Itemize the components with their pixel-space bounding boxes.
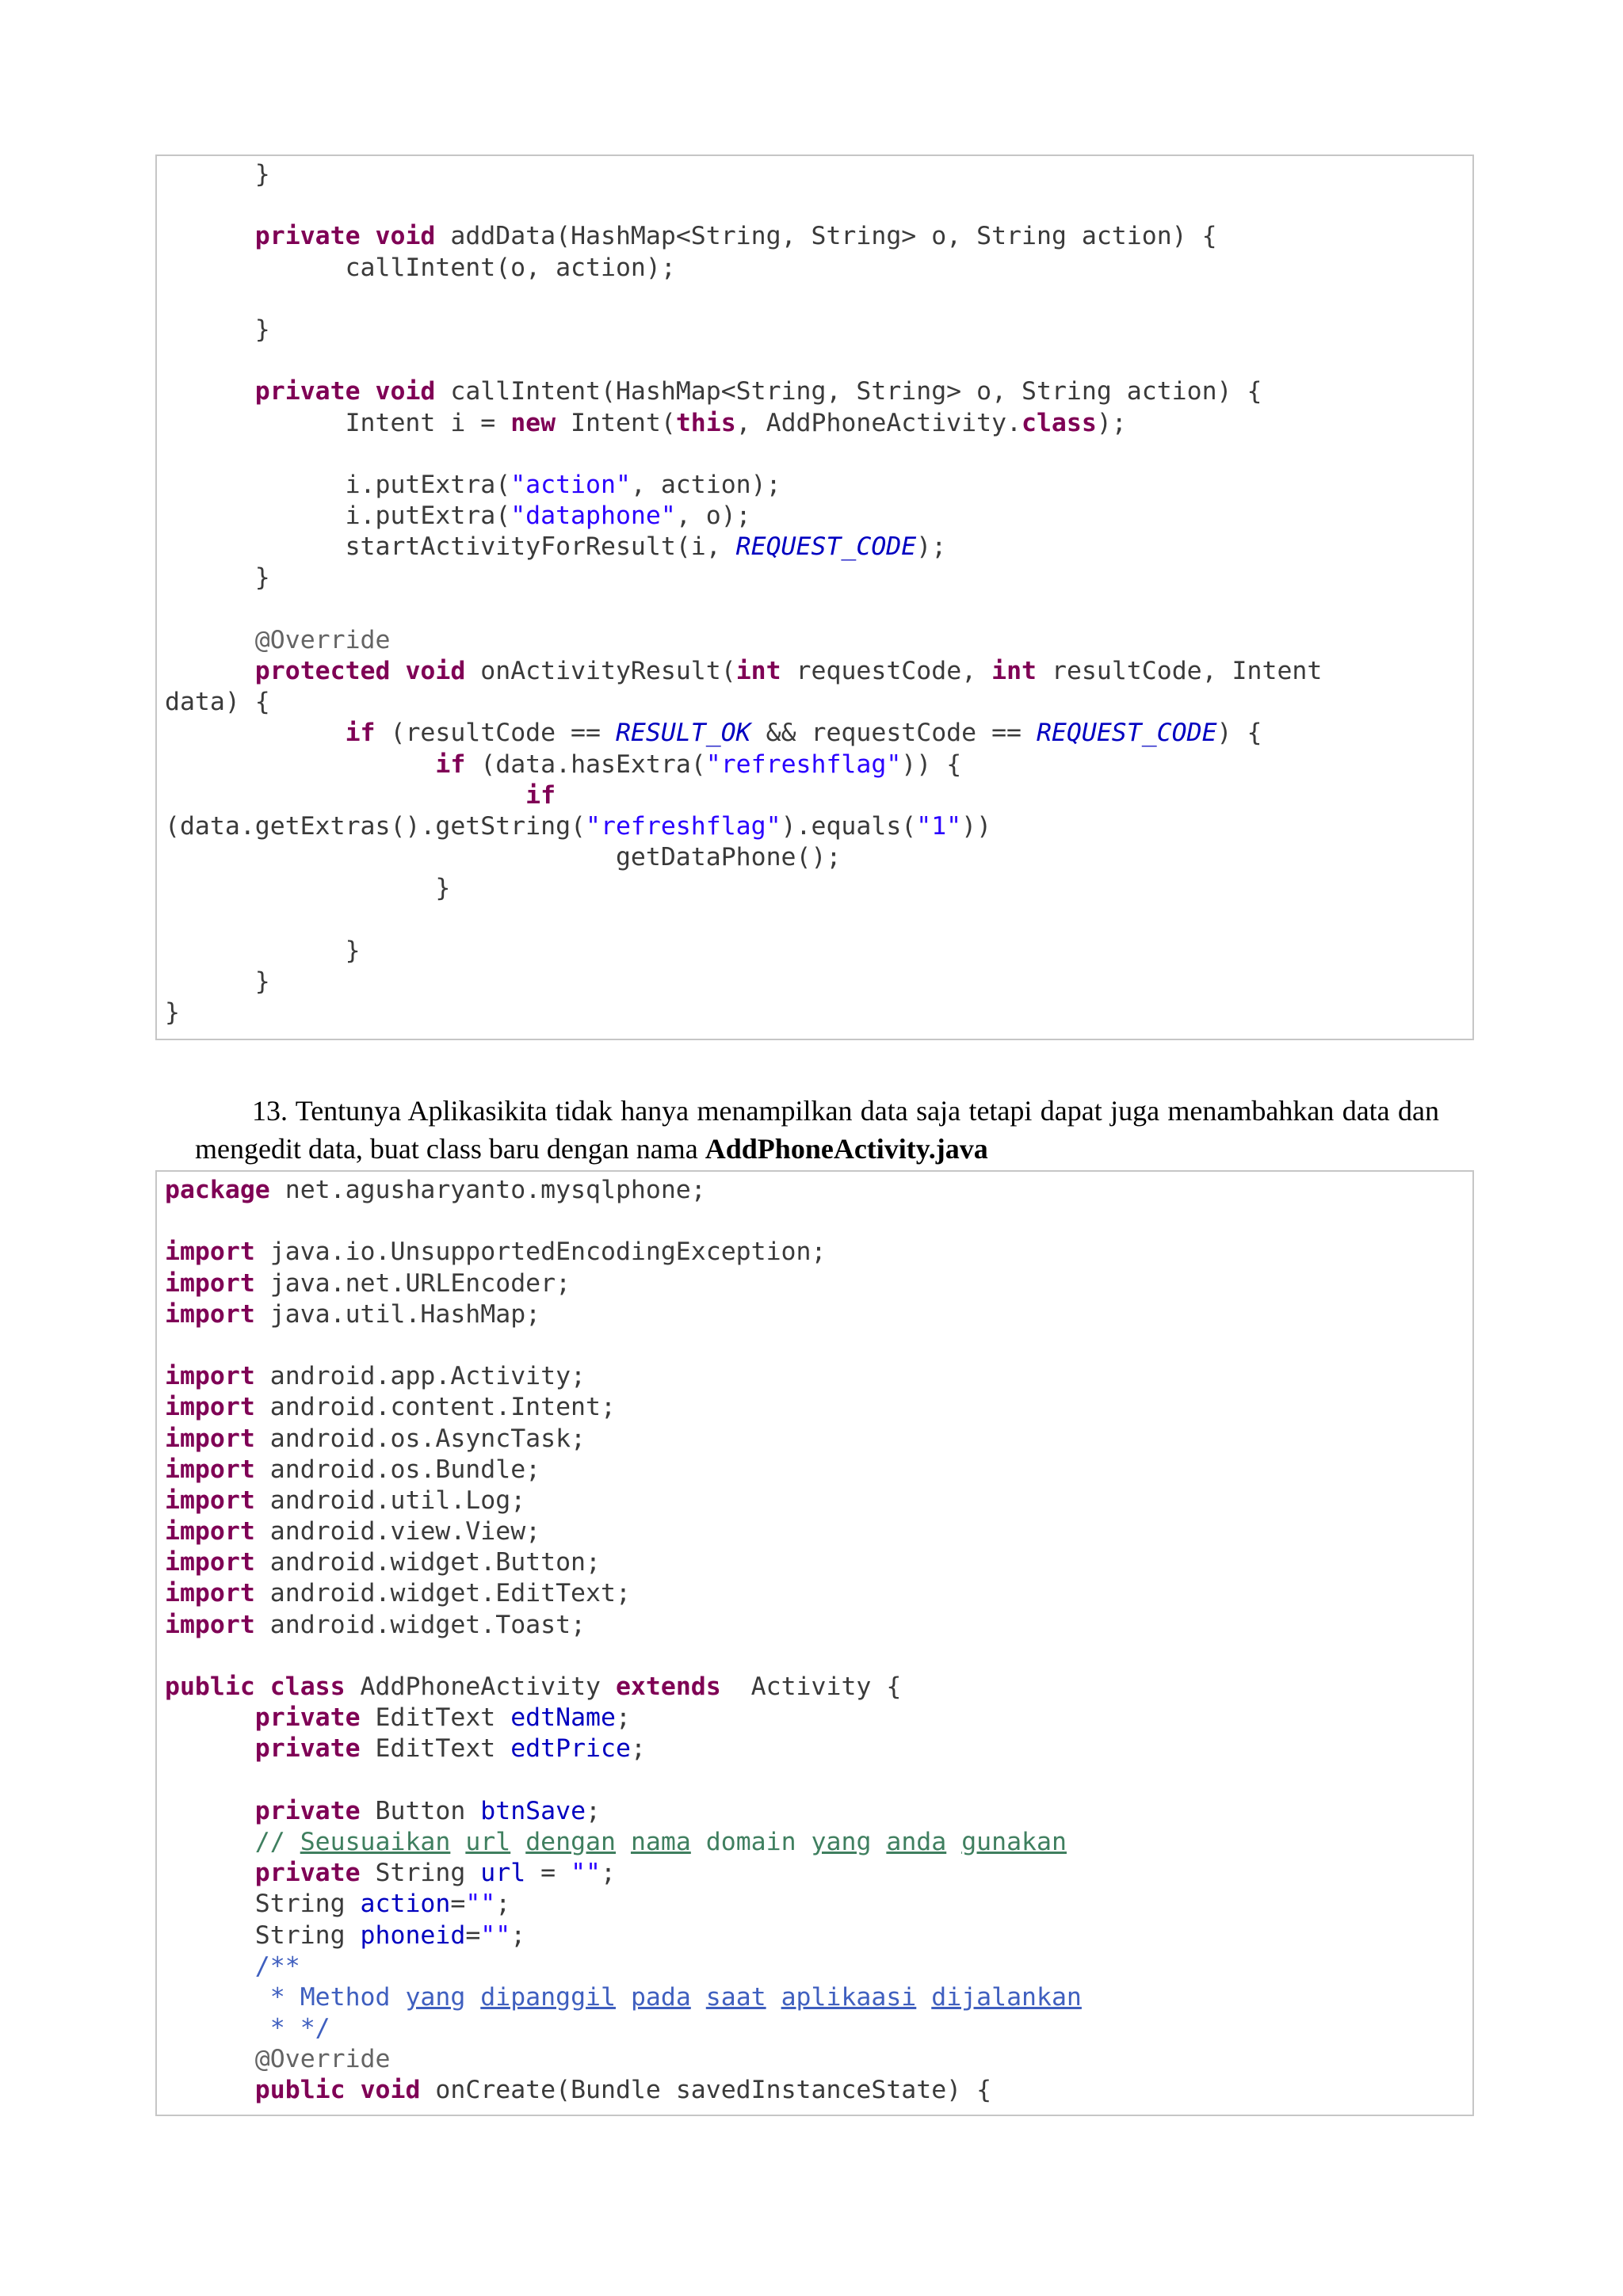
- code-token: Activity {: [720, 1672, 902, 1701]
- code-line: [165, 315, 1472, 345]
- code-token: );: [1096, 408, 1127, 437]
- code-token: private: [254, 1796, 361, 1825]
- code-token: int: [735, 657, 781, 685]
- code-token: [165, 1952, 255, 1981]
- code-token: [616, 1828, 631, 1856]
- code-token: i.putExtra(: [165, 502, 511, 531]
- code-line: [165, 1703, 1472, 1733]
- code-line: [165, 1268, 1472, 1299]
- code-token: protected: [254, 657, 391, 685]
- code-token: RESULT_OK: [615, 719, 751, 748]
- code-line: [165, 1951, 1472, 1982]
- code-token: import: [165, 1455, 255, 1484]
- code-token: phoneid: [360, 1920, 466, 1950]
- code-line: [165, 1641, 1472, 1672]
- code-line: [165, 501, 1472, 532]
- code-token: (resultCode ==: [375, 719, 616, 748]
- code-token: * Method: [269, 1982, 406, 2012]
- code-token: [165, 781, 525, 810]
- code-token: [165, 1983, 270, 2012]
- code-line: [165, 2013, 1472, 2044]
- step-text: Tentunya Aplikasikita tidak hanya menampilkan data saja tetapi dapat juga menambahkan data dan mengedit data, buat class baru dengan nama: [195, 1095, 1439, 1165]
- code-token: edtName: [510, 1703, 616, 1733]
- code-token: [165, 750, 435, 779]
- code-line: [165, 1330, 1472, 1361]
- code-token: this: [675, 408, 736, 437]
- code-token: )): [961, 811, 992, 841]
- code-token: "refreshflag": [705, 749, 902, 779]
- code-token: anda: [886, 1827, 947, 1856]
- code-token: "refreshflag": [586, 811, 781, 841]
- code-token: import: [165, 1610, 255, 1639]
- code-line: [165, 1424, 1472, 1455]
- code-token: //: [254, 1827, 300, 1856]
- code-token: url: [480, 1859, 526, 1888]
- code-token: getDataPhone();: [165, 843, 842, 872]
- code-line: [165, 1610, 1472, 1641]
- code-token: btnSave: [480, 1796, 586, 1825]
- code-token: domain: [690, 1827, 812, 1856]
- code-token: [165, 626, 255, 654]
- code-token: AddPhoneActivity: [345, 1672, 616, 1701]
- code-line: [165, 905, 1472, 936]
- code-token: int: [991, 657, 1037, 685]
- code-token: [165, 2014, 270, 2042]
- step-number: 13.: [252, 1095, 288, 1127]
- code-line: [165, 1516, 1472, 1547]
- code-token: class: [1022, 408, 1097, 437]
- code-token: if: [345, 719, 376, 748]
- class-name-bold: AddPhoneActivity.java: [705, 1133, 988, 1165]
- code-token: EditText: [360, 1734, 511, 1764]
- code-token: ;: [495, 1890, 511, 1919]
- code-token: * */: [269, 2014, 330, 2043]
- code-token: );: [916, 532, 947, 562]
- code-token: android.view.View;: [254, 1517, 541, 1547]
- code-line: [165, 997, 1472, 1028]
- code-line: [165, 1672, 1472, 1703]
- code-token: [165, 1859, 255, 1887]
- code-line: [165, 1858, 1472, 1889]
- code-token: Button: [360, 1796, 481, 1825]
- code-token: Seusuaikan: [300, 1827, 451, 1856]
- code-token: String: [165, 1890, 361, 1919]
- code-token: onCreate(Bundle savedInstanceState) {: [420, 2076, 992, 2105]
- code-line: [165, 1733, 1472, 1764]
- code-token: ).equals(: [781, 811, 917, 841]
- code-line: [165, 1982, 1472, 2013]
- code-line: [165, 1361, 1472, 1392]
- code-line: [165, 470, 1472, 501]
- code-token: import: [165, 1486, 255, 1515]
- code-token: android.content.Intent;: [254, 1393, 616, 1422]
- code-token: }: [165, 936, 361, 965]
- code-token: requestCode,: [781, 657, 992, 685]
- code-token: android.widget.EditText;: [254, 1579, 631, 1608]
- code-token: java.net.URLEncoder;: [254, 1268, 571, 1298]
- code-token: package: [165, 1176, 270, 1204]
- code-token: )) {: [901, 749, 962, 779]
- code-token: public: [165, 1672, 255, 1701]
- code-line: [165, 811, 1472, 842]
- code-token: android.os.AsyncTask;: [254, 1424, 586, 1453]
- code-token: action: [360, 1890, 451, 1919]
- code-token: [165, 719, 346, 747]
- code-token: import: [165, 1548, 255, 1577]
- code-token: ;: [510, 1920, 526, 1950]
- code-token: [165, 377, 255, 406]
- code-token: "": [480, 1920, 511, 1950]
- code-token: [165, 657, 255, 685]
- code-line: [165, 594, 1472, 625]
- code-token: [450, 1828, 465, 1856]
- code-token: "": [571, 1859, 601, 1888]
- code-token: callIntent(HashMap<String, String> o, String action) {: [435, 377, 1262, 406]
- code-token: if: [525, 780, 556, 810]
- code-line: [165, 221, 1472, 252]
- code-token: gunakan: [961, 1827, 1067, 1856]
- code-token: =: [525, 1859, 571, 1888]
- code-token: pada: [630, 1982, 691, 2012]
- code-line: [165, 873, 1472, 904]
- code-line: [165, 439, 1472, 470]
- code-token: ;: [586, 1796, 601, 1825]
- code-token: startActivityForResult(i,: [165, 532, 736, 562]
- code-line: [165, 2044, 1472, 2075]
- code-token: @Override: [254, 2045, 391, 2074]
- code-line: [165, 718, 1472, 749]
- code-token: android.app.Activity;: [254, 1362, 586, 1391]
- code-token: ;: [601, 1859, 616, 1888]
- code-line: [165, 253, 1472, 284]
- code-token: "dataphone": [510, 502, 676, 531]
- code-line: [165, 967, 1472, 997]
- code-token: import: [165, 1579, 255, 1608]
- code-token: [165, 2076, 255, 2104]
- code-token: [165, 1703, 255, 1732]
- code-token: [361, 222, 376, 250]
- code-token: =: [465, 1920, 481, 1950]
- code-token: && requestCode ==: [750, 719, 1037, 748]
- code-token: ;: [630, 1734, 646, 1764]
- code-line: [165, 284, 1472, 315]
- code-token: REQUEST_CODE: [1036, 719, 1217, 748]
- code-token: nama: [630, 1827, 691, 1856]
- code-line: [165, 2075, 1472, 2106]
- code-token: [165, 1797, 255, 1825]
- code-token: java.util.HashMap;: [254, 1299, 541, 1329]
- code-token: /**: [254, 1951, 300, 1981]
- code-line: [165, 625, 1472, 656]
- code-line: [165, 842, 1472, 873]
- code-token: [916, 1983, 931, 2012]
- code-token: REQUEST_CODE: [735, 532, 917, 562]
- code-token: Intent(: [556, 408, 676, 437]
- code-token: =: [450, 1890, 466, 1919]
- code-line: [165, 780, 1472, 811]
- code-token: if: [435, 749, 466, 779]
- code-line: [165, 1237, 1472, 1268]
- code-token: saat: [705, 1982, 766, 2012]
- code-token: resultCode, Intent: [1037, 657, 1323, 685]
- code-token: private: [254, 1703, 361, 1733]
- code-token: class: [269, 1672, 346, 1701]
- code-token: [616, 1983, 631, 2012]
- code-token: public: [254, 2076, 346, 2105]
- code-line: [165, 1455, 1472, 1486]
- code-token: import: [165, 1238, 255, 1267]
- code-token: [165, 2045, 255, 2073]
- code-token: extends: [615, 1672, 721, 1701]
- code-line: [165, 1206, 1472, 1237]
- code-token: import: [165, 1299, 255, 1329]
- instruction-paragraph: [195, 1092, 1439, 1168]
- code-token: @Override: [254, 625, 391, 654]
- code-line: [165, 1486, 1472, 1516]
- code-token: dipanggil: [480, 1982, 616, 2012]
- code-token: }: [165, 563, 270, 593]
- code-line: [165, 563, 1472, 593]
- code-line: [165, 1547, 1472, 1578]
- code-token: addData(HashMap<String, String> o, String action) {: [435, 222, 1217, 251]
- code-token: private: [254, 377, 361, 406]
- code-token: callIntent(o, action);: [165, 253, 676, 282]
- code-token: android.util.Log;: [254, 1486, 526, 1515]
- code-token: data) {: [165, 688, 270, 717]
- code-token: Intent i =: [165, 408, 511, 437]
- code-token: void: [375, 377, 436, 406]
- code-line: [165, 1796, 1472, 1827]
- code-token: "action": [510, 470, 631, 499]
- code-token: EditText: [360, 1703, 511, 1733]
- code-block-add-phone-activity: [155, 1170, 1474, 2116]
- code-token: [165, 1734, 255, 1763]
- code-token: , AddPhoneActivity.: [735, 408, 1022, 437]
- code-token: [510, 1828, 525, 1856]
- code-token: i.putExtra(: [165, 470, 511, 499]
- code-line: [165, 190, 1472, 221]
- code-token: import: [165, 1424, 255, 1453]
- code-line: [165, 1392, 1472, 1423]
- code-token: [390, 657, 405, 685]
- code-token: void: [405, 657, 466, 685]
- code-line: [165, 376, 1472, 407]
- code-token: "": [465, 1890, 496, 1919]
- code-token: ;: [615, 1703, 631, 1733]
- code-token: }: [165, 998, 180, 1028]
- code-line: [165, 1920, 1472, 1951]
- code-token: }: [165, 967, 270, 996]
- code-token: import: [165, 1268, 255, 1298]
- code-token: new: [510, 408, 556, 437]
- code-token: , action);: [630, 470, 781, 499]
- code-token: yang: [811, 1827, 872, 1856]
- code-line: [165, 749, 1472, 780]
- code-line: [165, 1175, 1472, 1206]
- code-token: dengan: [525, 1827, 616, 1856]
- code-token: }: [165, 874, 451, 903]
- code-line: [165, 1578, 1472, 1609]
- code-token: (data.getExtras().getString(: [165, 811, 586, 841]
- code-line: [165, 532, 1472, 563]
- code-token: ) {: [1216, 719, 1262, 748]
- code-token: String: [165, 1920, 361, 1950]
- code-token: android.widget.Toast;: [254, 1610, 586, 1639]
- code-token: url: [465, 1827, 511, 1856]
- code-token: }: [165, 315, 270, 344]
- code-line: [165, 1827, 1472, 1858]
- code-token: }: [165, 160, 270, 189]
- code-token: aplikaasi: [781, 1982, 917, 2012]
- code-token: import: [165, 1517, 255, 1547]
- code-token: [165, 1828, 255, 1856]
- code-token: [361, 377, 376, 406]
- code-token: [946, 1828, 961, 1856]
- code-token: yang: [405, 1982, 466, 2012]
- code-token: android.os.Bundle;: [254, 1455, 541, 1484]
- code-block-call-intent: [155, 154, 1474, 1040]
- code-token: void: [360, 2076, 421, 2105]
- code-token: dijalankan: [931, 1982, 1082, 2012]
- code-token: private: [254, 1734, 361, 1764]
- code-token: private: [254, 222, 361, 251]
- code-token: (data.hasExtra(: [465, 749, 706, 779]
- code-token: [871, 1828, 886, 1856]
- code-token: private: [254, 1859, 361, 1888]
- code-token: java.io.UnsupportedEncodingException;: [254, 1238, 827, 1267]
- code-line: [165, 345, 1472, 376]
- code-token: [165, 222, 255, 250]
- code-token: void: [375, 222, 436, 251]
- code-token: net.agusharyanto.mysqlphone;: [269, 1176, 706, 1204]
- code-token: String: [360, 1859, 481, 1888]
- code-line: [165, 1299, 1472, 1330]
- code-line: [165, 936, 1472, 967]
- code-token: "1": [916, 811, 962, 841]
- code-line: [165, 687, 1472, 718]
- code-token: [465, 1983, 480, 2012]
- code-token: [766, 1983, 781, 2012]
- code-line: [165, 656, 1472, 687]
- code-token: edtPrice: [510, 1734, 631, 1764]
- code-token: import: [165, 1393, 255, 1422]
- code-line: [165, 408, 1472, 439]
- code-line: [165, 159, 1472, 190]
- code-token: [255, 1672, 270, 1701]
- code-token: , o);: [675, 502, 751, 531]
- code-token: onActivityResult(: [465, 657, 736, 685]
- code-token: android.widget.Button;: [254, 1548, 601, 1577]
- code-token: import: [165, 1362, 255, 1391]
- code-token: [346, 2076, 361, 2104]
- code-line: [165, 1765, 1472, 1796]
- code-line: [165, 1889, 1472, 1920]
- code-token: [691, 1983, 706, 2012]
